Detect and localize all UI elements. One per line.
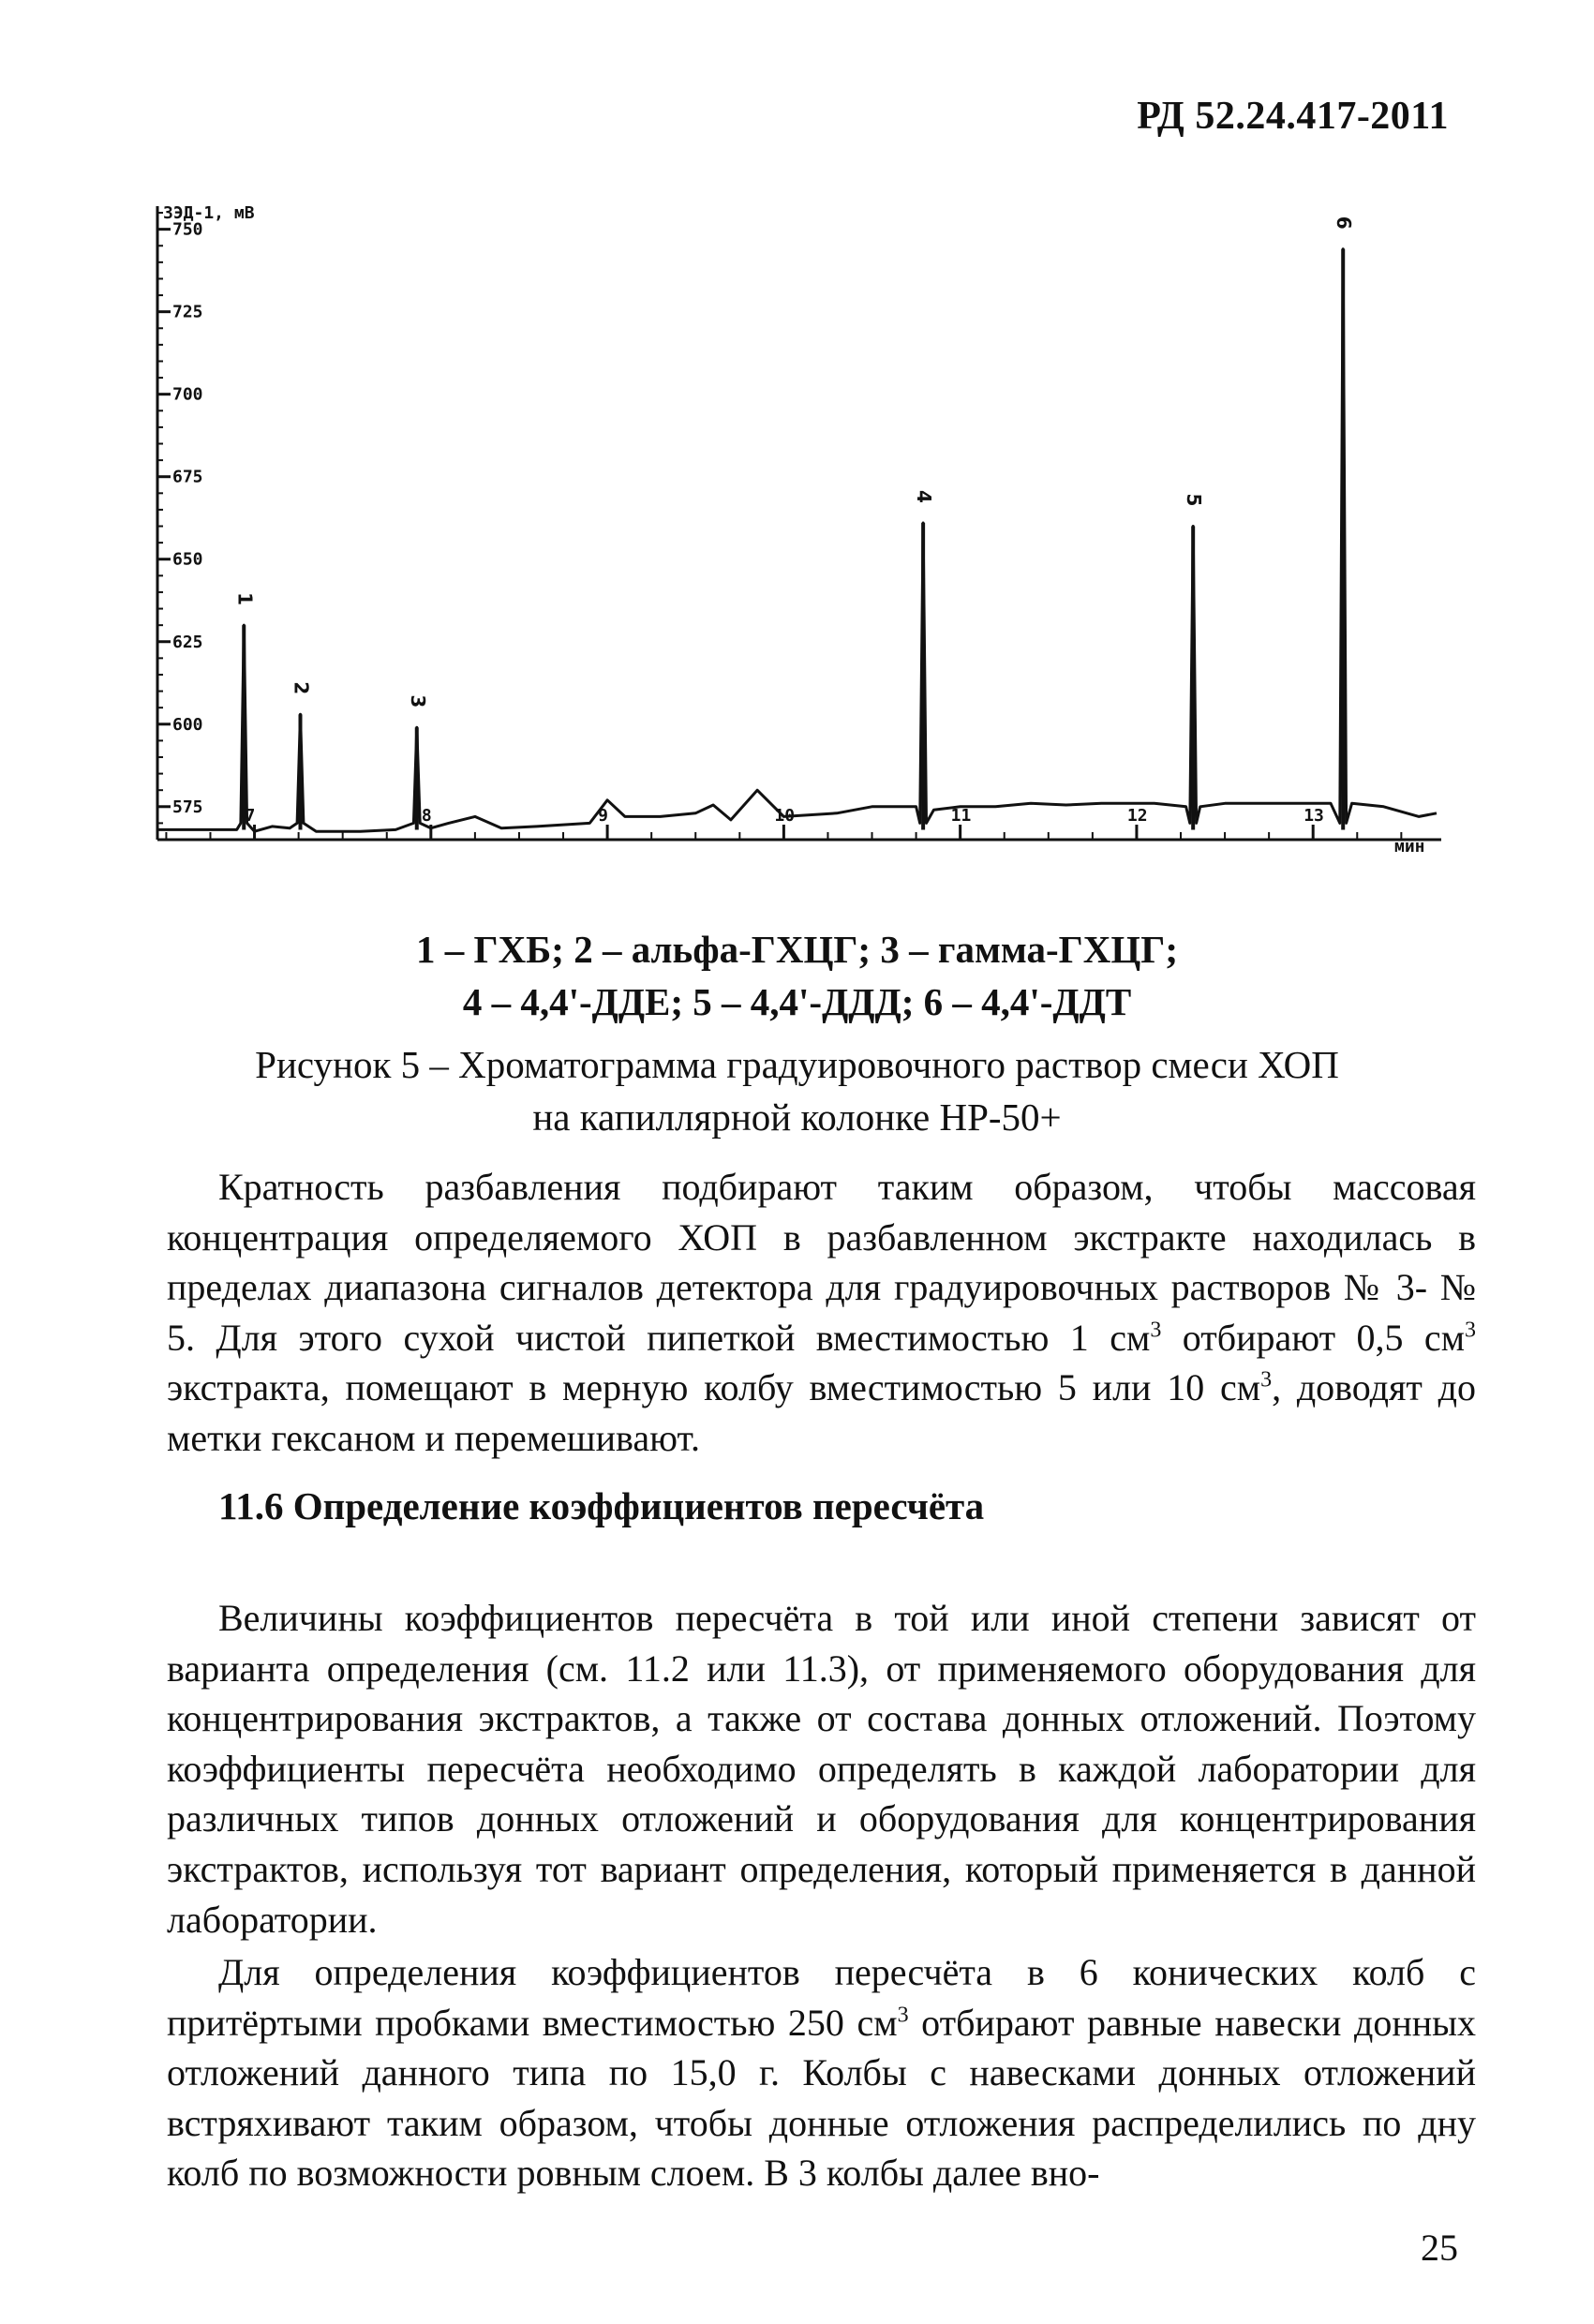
paragraph-coefficients bbox=[167, 1593, 1476, 1944]
x-tick-label: 11 bbox=[950, 806, 972, 826]
caption-line-2: на капиллярной колонке НР-50+ bbox=[532, 1095, 1062, 1139]
trace bbox=[157, 249, 1437, 831]
y-tick-label: 750 bbox=[172, 219, 203, 240]
y-axis-header: ЗЭД-1, мВ bbox=[163, 203, 255, 223]
x-axis bbox=[157, 806, 1441, 840]
page-number: 25 bbox=[1421, 2227, 1458, 2269]
y-axis bbox=[157, 206, 203, 840]
paragraph-procedure-text: Для определения коэффициентов пересчёта в 6 конических колб с притёртыми пробками вместимостью 250 $см^3$ отбирают равные навески донных отложений данного типа по 15,0 г. Колбы с навесками донных отложений встряхивают таким образом, чтобы донные отложения распределились по дну колб по возможности ровным слоем. В 3 колбы далее вно- bbox=[167, 1951, 1476, 2195]
y-tick-label: 600 bbox=[172, 714, 203, 735]
chromatogram-chart bbox=[148, 178, 1451, 909]
x-tick-label: 12 bbox=[1126, 806, 1148, 826]
x-tick-label: 9 bbox=[598, 806, 608, 826]
x-tick-label: 8 bbox=[421, 806, 432, 826]
x-axis-unit: мин bbox=[1394, 837, 1425, 857]
x-tick-label: 7 bbox=[245, 806, 256, 826]
chromatogram-trace bbox=[157, 249, 1437, 831]
section-heading: 11.6 Определение коэффициентов пересчёта bbox=[218, 1484, 985, 1527]
y-tick-label: 725 bbox=[172, 302, 203, 322]
y-tick-label: 700 bbox=[172, 384, 203, 405]
paragraph-coefficients-text: Величины коэффициентов пересчёта в той или иной степени зависят от варианта определения (см. 11.2 или 11.3), от применяемого оборудования для концентрирования экстрактов, а также от состава донных отложений. Поэтому коэффициенты пересчёта необходимо определять в каждой лаборатории для различных типов донных отложений и оборудования для концентрирования экстрактов, используя тот вариант определения, который применяется в данной лаборатории. bbox=[167, 1597, 1476, 1941]
peak-label-3: 3 bbox=[406, 694, 429, 708]
peak-label-5: 5 bbox=[1183, 493, 1206, 507]
y-tick-label: 575 bbox=[172, 797, 203, 817]
figure-legend bbox=[0, 923, 1594, 1028]
peak-labels bbox=[233, 216, 1355, 708]
peak-label-2: 2 bbox=[290, 681, 313, 695]
y-tick-label: 625 bbox=[172, 632, 203, 652]
document-code: РД 52.24.417-2011 bbox=[1137, 95, 1449, 138]
figure-caption bbox=[0, 1038, 1594, 1143]
x-tick-label: 13 bbox=[1304, 806, 1324, 826]
paragraph-dilution bbox=[167, 1162, 1476, 1464]
caption-line-1: Рисунок 5 – Хроматограмма градуировочного раствор смеси ХОП bbox=[255, 1043, 1339, 1086]
paragraph-procedure bbox=[167, 1947, 1476, 2198]
y-tick-label: 675 bbox=[172, 467, 203, 487]
x-tick-label: 10 bbox=[774, 806, 796, 826]
paragraph-dilution-text: Кратность разбавления подбирают таким образом, чтобы массовая концентрация определяемого ХОП в разбавленном экстракте находилась в пределах диапазона сигналов детектора для градуировочных растворов № 3- № 5. Для этого сухой чистой пипеткой вместимостью 1 $см^3$ отбирают 0,5 $см^3$ экстракта, помещают в мерную колбу вместимостью 5 или 10 $см^3$, доводят до метки гексаном и перемешивают. bbox=[167, 1166, 1477, 1459]
peak-label-4: 4 bbox=[913, 490, 936, 503]
chromatogram-figure bbox=[148, 178, 1451, 909]
y-tick-label: 650 bbox=[172, 549, 203, 570]
legend-line-1: 1 – ГХБ; 2 – альфа-ГХЦГ; 3 – гамма-ГХЦГ; bbox=[415, 928, 1178, 971]
legend-line-2: 4 – 4,4'-ДДЕ; 5 – 4,4'-ДДД; 6 – 4,4'-ДДТ bbox=[462, 980, 1132, 1023]
peak-label-1: 1 bbox=[233, 592, 257, 606]
peak-label-6: 6 bbox=[1333, 216, 1356, 230]
